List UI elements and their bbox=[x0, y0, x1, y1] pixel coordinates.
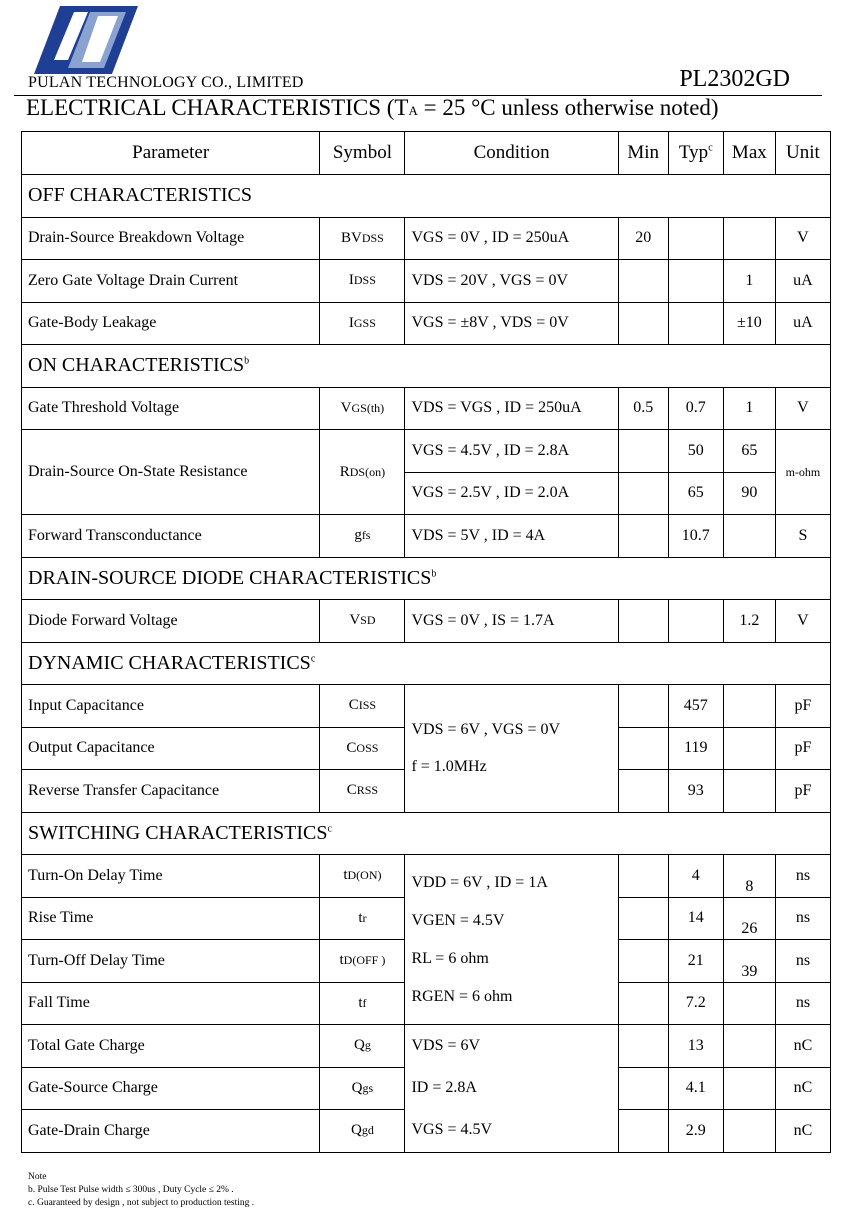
table-row: Gate-Body Leakage IGSS VGS = ±8V , VDS = 0V ±10 uA bbox=[22, 302, 831, 345]
note-b: b. Pulse Test Pulse width ≤ 300us , Duty Cycle ≤ 2% . bbox=[28, 1185, 234, 1195]
table-row: Diode Forward Voltage VSD VGS = 0V , IS = 1.7A 1.2 V bbox=[22, 600, 831, 643]
table-row: Input Capacitance CISS VDS = 6V , VGS = 0V f = 1.0MHz 457 pF bbox=[22, 685, 831, 728]
page-title: ELECTRICAL CHARACTERISTICS (TA = 25 °C unless otherwise noted) bbox=[26, 95, 719, 120]
table-row: Gate-Source Charge Qgs 4.1 nC bbox=[22, 1067, 831, 1110]
category-off: OFF CHARACTERISTICS bbox=[22, 175, 831, 218]
dynamic-condition: VDS = 6V , VGS = 0V f = 1.0MHz bbox=[405, 685, 618, 813]
table-row: Output Capacitance COSS 119 pF bbox=[22, 727, 831, 770]
table-row: Total Gate Charge Qg VDS = 6V ID = 2.8A VGS = 4.5V 13 nC bbox=[22, 1025, 831, 1068]
pulan-logo bbox=[28, 2, 138, 76]
category-dynamic: DYNAMIC CHARACTERISTICS$^c$ bbox=[22, 642, 831, 685]
table-row: Turn-Off Delay Time tD(OFF ) 21 39 ns bbox=[22, 940, 831, 983]
category-diode: DRAIN-SOURCE DIODE CHARACTERISTICS$^b$ bbox=[22, 557, 831, 600]
electrical-characteristics-table bbox=[21, 131, 831, 1153]
note-c: c. Guaranteed by design , not subject to production testing . bbox=[28, 1198, 255, 1208]
part-number: PL2302GD bbox=[679, 66, 790, 92]
header-condition: Condition bbox=[405, 132, 618, 175]
company-name: PULAN TECHNOLOGY CO., LIMITED bbox=[28, 74, 304, 91]
table-row: Fall Time tf 7.2 ns bbox=[22, 982, 831, 1025]
footnotes bbox=[28, 1171, 254, 1210]
table-row: Zero Gate Voltage Drain Current IDSS VDS = 20V , VGS = 0V 1 uA bbox=[22, 260, 831, 303]
category-switching: SWITCHING CHARACTERISTICS$^c$ bbox=[22, 812, 831, 855]
header-parameter: Parameter bbox=[22, 132, 320, 175]
table-row: Forward Transconductance gfs VDS = 5V , ID = 4A 10.7 S bbox=[22, 515, 831, 558]
header-symbol: Symbol bbox=[320, 132, 405, 175]
switching-condition: VDD = 6V , ID = 1A VGEN = 4.5V RL = 6 ohm RGEN = 6 ohm bbox=[405, 855, 618, 1025]
table-row: Drain-Source On-State Resistance RDS(on) VGS = 4.5V , ID = 2.8A 50 65 m-ohm bbox=[22, 430, 831, 473]
table-row: Gate Threshold Voltage VGS(th) VDS = VGS , ID = 250uA 0.5 0.7 1 V bbox=[22, 387, 831, 430]
table-row: Turn-On Delay Time tD(ON) VDD = 6V , ID = 1A VGEN = 4.5V RL = 6 ohm RGEN = 6 ohm 4 8 ns bbox=[22, 855, 831, 898]
header-max: Max bbox=[723, 132, 775, 175]
table-row: Rise Time tr 14 26 ns bbox=[22, 897, 831, 940]
header-min: Min bbox=[618, 132, 668, 175]
note-title: Note bbox=[28, 1172, 47, 1182]
gate-charge-condition: VDS = 6V ID = 2.8A VGS = 4.5V bbox=[405, 1025, 618, 1153]
category-on: ON CHARACTERISTICS$^b$ bbox=[22, 345, 831, 388]
table-row: Drain-Source Breakdown Voltage BVDSS VGS = 0V , ID = 250uA 20 V bbox=[22, 217, 831, 260]
table-row: Reverse Transfer Capacitance CRSS 93 pF bbox=[22, 770, 831, 813]
table-row: VGS = 2.5V , ID = 2.0A 65 90 bbox=[22, 472, 831, 515]
header-unit: Unit bbox=[775, 132, 830, 175]
header-row bbox=[22, 132, 831, 175]
header-typ: Typ$^c$ bbox=[668, 132, 723, 175]
table-row: Gate-Drain Charge Qgd 2.9 nC bbox=[22, 1110, 831, 1153]
